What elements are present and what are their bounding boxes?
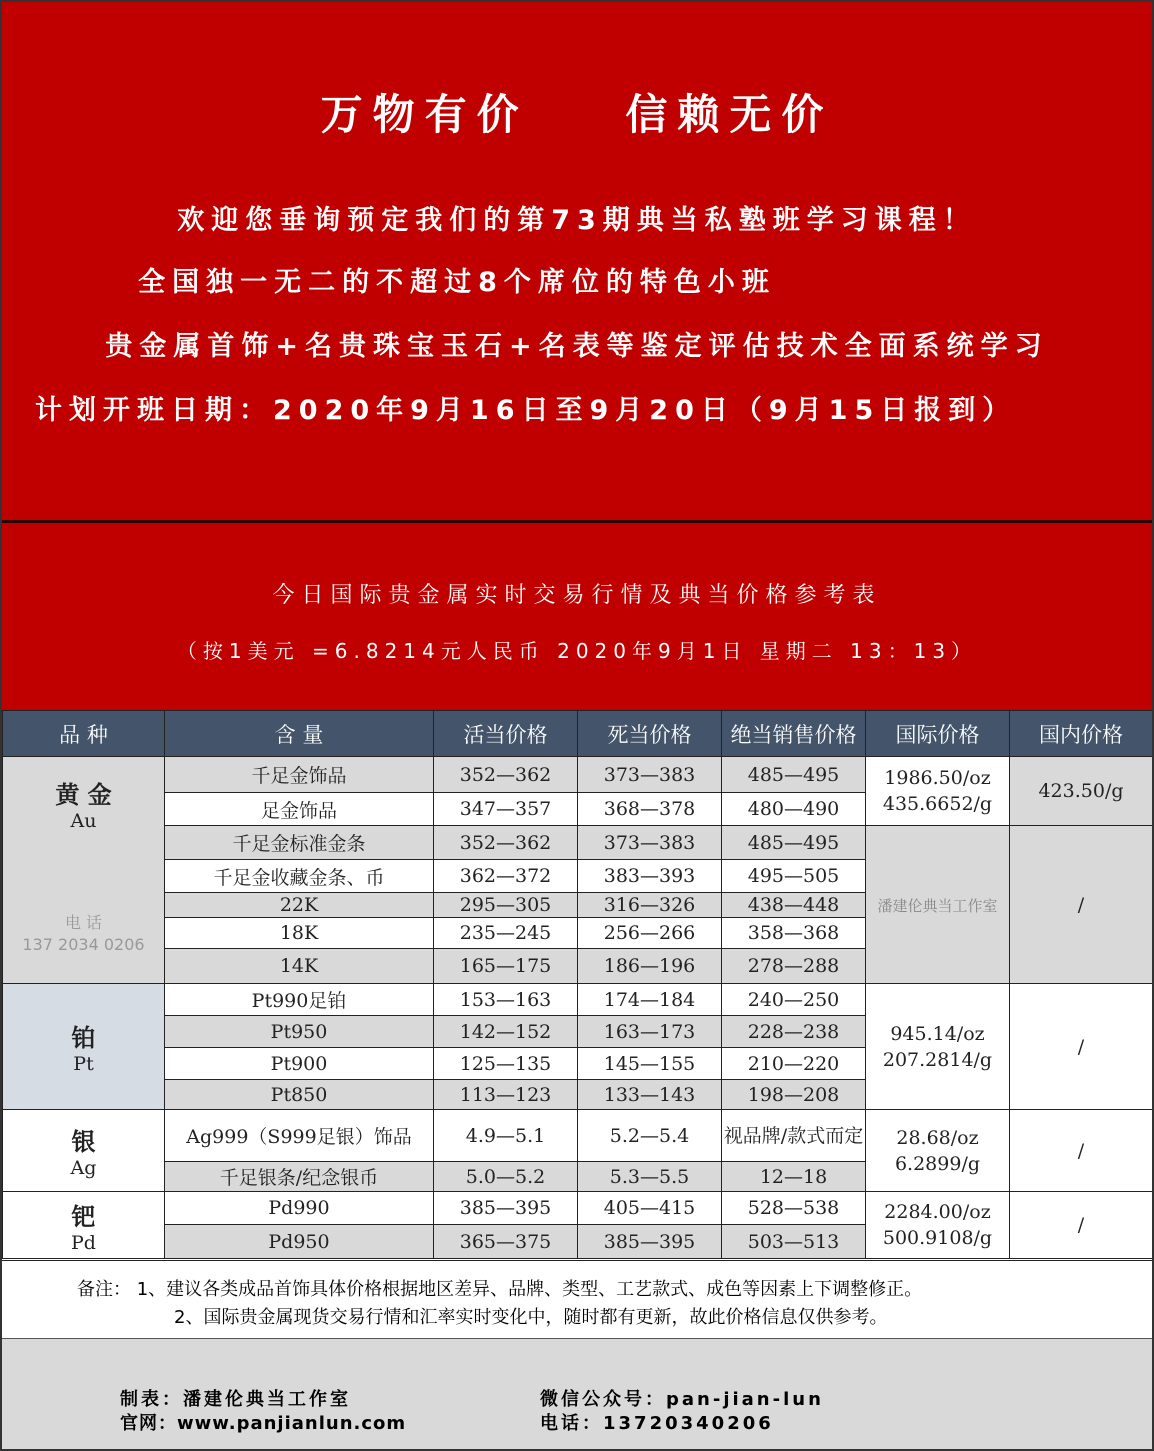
category-gold bbox=[3, 757, 165, 984]
cell-live: 352—362 bbox=[434, 757, 578, 793]
cell-live: 142—152 bbox=[434, 1016, 578, 1048]
cell-item: 14K bbox=[165, 949, 434, 984]
cell-dead: 163—173 bbox=[578, 1016, 722, 1048]
category-name: 黄 金 bbox=[55, 781, 112, 809]
cell-intl-palladium bbox=[866, 1192, 1010, 1259]
cell-sale: 495—505 bbox=[722, 860, 866, 893]
cell-dead: 368—378 bbox=[578, 793, 722, 826]
cell-domestic-palladium: / bbox=[1010, 1192, 1153, 1259]
cell-sale: 485—495 bbox=[722, 826, 866, 860]
table-title: 今日国际贵金属实时交易行情及典当价格参考表 bbox=[272, 583, 882, 608]
course-content: 贵金属首饰+名贵珠宝玉石+名表等鉴定评估技术全面系统学习 bbox=[105, 331, 1049, 362]
col-header-category: 品 种 bbox=[3, 711, 165, 757]
intl-price-oz: 28.68/oz bbox=[896, 1126, 979, 1149]
cell-dead: 316—326 bbox=[578, 893, 722, 918]
cell-sale: 438—448 bbox=[722, 893, 866, 918]
phone-number: 137 2034 0206 bbox=[22, 935, 145, 954]
cell-item: 千足金饰品 bbox=[165, 757, 434, 793]
category-platinum bbox=[3, 984, 165, 1110]
category-name: 钯 bbox=[71, 1202, 96, 1231]
cell-item: 22K bbox=[165, 893, 434, 918]
category-name: 铂 bbox=[71, 1024, 96, 1052]
intl-price-oz: 1986.50/oz bbox=[884, 767, 991, 789]
category-palladium bbox=[3, 1192, 165, 1259]
cell-item: Ag999（S999足银）饰品 bbox=[165, 1110, 434, 1162]
slogan-left: 万物有价 bbox=[320, 90, 529, 139]
cell-dead: 174—184 bbox=[578, 984, 722, 1016]
cell-item: 18K bbox=[165, 918, 434, 949]
cell-dead: 256—266 bbox=[578, 918, 722, 949]
footer-phone: 电话：13720340206 bbox=[540, 1413, 774, 1434]
cell-sale: 12—18 bbox=[722, 1162, 866, 1192]
table-header-row bbox=[3, 711, 1153, 757]
cell-sale: 视品牌/款式而定 bbox=[722, 1110, 866, 1162]
intl-price-oz: 945.14/oz bbox=[890, 1022, 985, 1045]
cell-sale: 480—490 bbox=[722, 793, 866, 826]
intl-price-g: 207.2814/g bbox=[882, 1048, 993, 1071]
table-row bbox=[3, 1192, 1153, 1225]
cell-live: 125—135 bbox=[434, 1048, 578, 1080]
footer-website[interactable]: 官网：www.panjianlun.com bbox=[120, 1413, 407, 1434]
intl-price-g: 435.6652/g bbox=[882, 793, 993, 815]
intl-price-g: 6.2899/g bbox=[894, 1152, 981, 1175]
cell-live: 347—357 bbox=[434, 793, 578, 826]
cell-item: 千足银条/纪念银币 bbox=[165, 1162, 434, 1192]
table-subtitle: （按1美元 =6.8214元人民币 2020年9月1日 星期二 13：13） bbox=[176, 639, 978, 663]
col-header-domestic-price: 国内价格 bbox=[1010, 711, 1153, 757]
table-title-banner bbox=[2, 523, 1152, 710]
cell-sale: 358—368 bbox=[722, 918, 866, 949]
cell-dead: 373—383 bbox=[578, 757, 722, 793]
cell-live: 385—395 bbox=[434, 1192, 578, 1225]
cell-item: Pt900 bbox=[165, 1048, 434, 1080]
cell-sale: 240—250 bbox=[722, 984, 866, 1016]
col-header-intl-price: 国际价格 bbox=[866, 711, 1010, 757]
cell-item: Pt990足铂 bbox=[165, 984, 434, 1016]
cell-sale: 278—288 bbox=[722, 949, 866, 984]
promo-banner bbox=[2, 2, 1152, 520]
cell-domestic-na: / bbox=[1010, 826, 1153, 984]
course-dates: 计划开班日期：2020年9月16日至9月20日（9月15日报到） bbox=[35, 395, 1017, 426]
cell-dead: 383—393 bbox=[578, 860, 722, 893]
cell-sale: 503—513 bbox=[722, 1225, 866, 1259]
cell-live: 235—245 bbox=[434, 918, 578, 949]
note-line-2: 2、国际贵金属现货交易行情和汇率实时变化中，随时都有更新，故此价格信息仅供参考。 bbox=[174, 1307, 888, 1328]
cell-intl-silver bbox=[866, 1110, 1010, 1192]
cell-live: 295—305 bbox=[434, 893, 578, 918]
table-row bbox=[3, 1110, 1153, 1162]
cell-intl-platinum bbox=[866, 984, 1010, 1110]
cell-studio-watermark bbox=[866, 826, 1010, 984]
category-symbol: Ag bbox=[70, 1157, 97, 1179]
cell-item: Pd950 bbox=[165, 1225, 434, 1259]
category-silver bbox=[3, 1110, 165, 1192]
cell-dead: 5.2—5.4 bbox=[578, 1110, 722, 1162]
cell-domestic-gold: 423.50/g bbox=[1010, 757, 1153, 826]
cell-dead: 145—155 bbox=[578, 1048, 722, 1080]
cell-dead: 385—395 bbox=[578, 1225, 722, 1259]
cell-live: 365—375 bbox=[434, 1225, 578, 1259]
col-header-sale-price: 绝当销售价格 bbox=[722, 711, 866, 757]
table-row bbox=[3, 826, 1153, 860]
cell-domestic-silver: / bbox=[1010, 1110, 1153, 1192]
intl-price-g: 500.9108/g bbox=[882, 1227, 993, 1249]
cell-domestic-platinum: / bbox=[1010, 984, 1153, 1110]
cell-sale: 198—208 bbox=[722, 1080, 866, 1110]
table-row bbox=[3, 984, 1153, 1016]
category-symbol: Au bbox=[70, 810, 97, 832]
cell-sale: 228—238 bbox=[722, 1016, 866, 1048]
cell-intl-gold bbox=[866, 757, 1010, 826]
table-row bbox=[3, 757, 1153, 793]
category-name: 银 bbox=[71, 1128, 96, 1156]
phone-watermark bbox=[3, 912, 164, 956]
cell-dead: 405—415 bbox=[578, 1192, 722, 1225]
cell-dead: 133—143 bbox=[578, 1080, 722, 1110]
footer-maker: 制表：潘建伦典当工作室 bbox=[120, 1389, 351, 1410]
cell-item: 足金饰品 bbox=[165, 793, 434, 826]
col-header-content: 含 量 bbox=[165, 711, 434, 757]
cell-sale: 528—538 bbox=[722, 1192, 866, 1225]
cell-live: 153—163 bbox=[434, 984, 578, 1016]
cell-sale: 210—220 bbox=[722, 1048, 866, 1080]
cell-live: 4.9—5.1 bbox=[434, 1110, 578, 1162]
notes bbox=[2, 1260, 1152, 1339]
footer-wechat: 微信公众号：pan-jian-lun bbox=[540, 1389, 824, 1410]
footer bbox=[2, 1338, 1152, 1450]
phone-label: 电 话 bbox=[64, 913, 103, 932]
price-table bbox=[2, 710, 1153, 1259]
cell-live: 362—372 bbox=[434, 860, 578, 893]
cell-sale: 485—495 bbox=[722, 757, 866, 793]
cell-live: 352—362 bbox=[434, 826, 578, 860]
cell-item: 千足金标准金条 bbox=[165, 826, 434, 860]
cell-dead: 186—196 bbox=[578, 949, 722, 984]
cell-live: 5.0—5.2 bbox=[434, 1162, 578, 1192]
cell-dead: 5.3—5.5 bbox=[578, 1162, 722, 1192]
category-symbol: Pt bbox=[73, 1053, 94, 1075]
cell-item: 千足金收藏金条、币 bbox=[165, 860, 434, 893]
cell-item: Pt950 bbox=[165, 1016, 434, 1048]
studio-watermark: 潘建伦典当工作室 bbox=[877, 896, 998, 915]
intl-price-oz: 2284.00/oz bbox=[884, 1201, 991, 1223]
cell-live: 165—175 bbox=[434, 949, 578, 984]
col-header-dead-price: 死当价格 bbox=[578, 711, 722, 757]
course-invite: 欢迎您垂询预定我们的第73期典当私塾班学习课程！ bbox=[177, 205, 977, 236]
col-header-live-price: 活当价格 bbox=[434, 711, 578, 757]
slogan-right: 信赖无价 bbox=[625, 90, 834, 139]
cell-item: Pt850 bbox=[165, 1080, 434, 1110]
cell-item: Pd990 bbox=[165, 1192, 434, 1225]
cell-live: 113—123 bbox=[434, 1080, 578, 1110]
cell-dead: 373—383 bbox=[578, 826, 722, 860]
note-line-1: 备注： 1、建议各类成品首饰具体价格根据地区差异、品牌、类型、工艺款式、成色等因素上下调整修正。 bbox=[77, 1279, 923, 1300]
category-symbol: Pd bbox=[71, 1231, 96, 1254]
class-feature: 全国独一无二的不超过8个席位的特色小班 bbox=[138, 267, 776, 298]
slogan bbox=[2, 82, 1152, 142]
